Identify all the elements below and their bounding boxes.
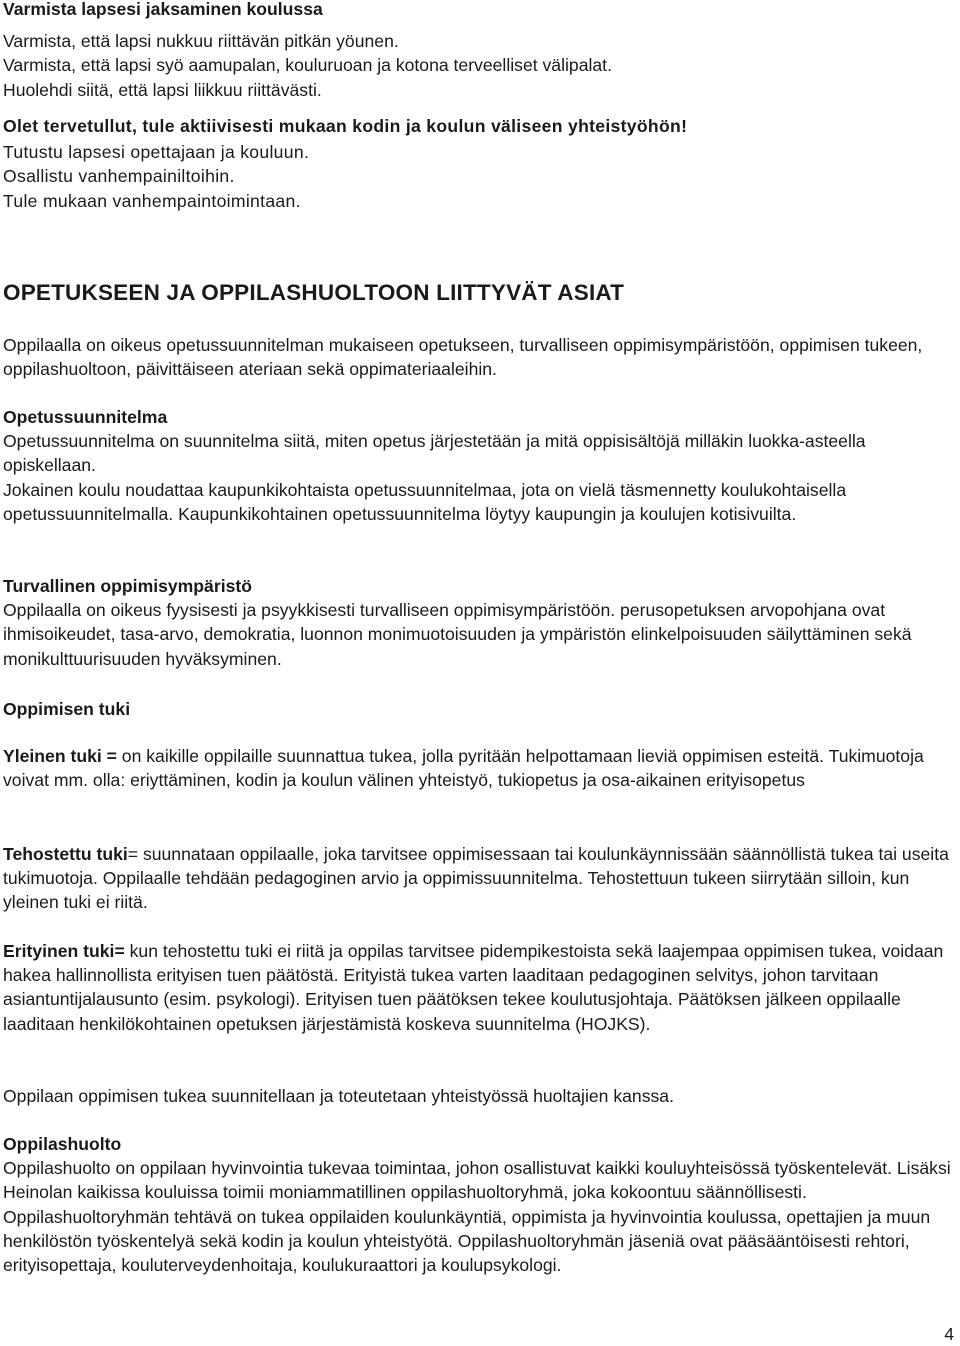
general-support-text: on kaikille oppilaille suunnattua tukea, jolla pyritään helpottamaan lieviä oppimisen esteitä. Tukimuotoja voivat mm. olla: eriyttäminen, kodin ja koulun välinen yhteistyö, tukiopetus ja osa-aikainen erityisopetus [3, 746, 924, 791]
section-title: OPETUKSEEN JA OPPILASHUOLTOON LIITTYVÄT ASIAT [3, 280, 625, 305]
general-support-term: Yleinen tuki = [3, 746, 117, 766]
intro-section [3, 0, 955, 102]
intro-line: Huolehdi siitä, että lapsi liikkuu riittävästi. [3, 79, 322, 100]
safe-environment-section [3, 574, 955, 671]
support-closing-paragraph: Oppilaan oppimisen tukea suunnitellaan ja toteutetaan yhteistyössä huoltajien kanssa. [3, 1086, 674, 1106]
curriculum-paragraph: Jokainen koulu noudattaa kaupunkikohtaista opetussuunnitelmaa, jota on vielä täsmennetty koulukohtaisella opetussuunnitelmalla. Kaupunkikohtainen opetussuunnitelma löytyy kaupungin ja koulujen kotisivuilta. [3, 479, 847, 524]
safe-environment-heading: Turvallinen oppimisympäristö [3, 576, 252, 596]
page-number: 4 [944, 1324, 954, 1344]
cooperation-line: Tutustu lapsesi opettajaan ja kouluun. [3, 142, 310, 163]
general-support-paragraph [3, 744, 955, 792]
intensified-support-term: Tehostettu tuki [3, 844, 128, 864]
cooperation-section [3, 114, 955, 213]
welfare-section [3, 1132, 955, 1277]
special-support-term: Erityinen tuki= [3, 941, 125, 961]
special-support-text: kun tehostettu tuki ei riitä ja oppilas tarvitsee pidempikestoista sekä laajempaa oppimisen tukea, voidaan hakea hallinnollista erityisen tuen päätöstä. Erityistä tukea varten laaditaan pedagoginen selvitys, johon tarvitaan asiantuntijalausunto (esim. psykologi). Erityisen tuen päätöksen tekee koulutusjohtaja. Päätöksen jälkeen oppilaalle laaditaan henkilökohtainen opetuksen järjestämistä koskeva suunnitelma (HOJKS). [3, 941, 944, 1034]
intro-line: Varmista, että lapsi nukkuu riittävän pitkän yöunen. [3, 31, 399, 52]
intro-line: Varmista, että lapsi syö aamupalan, kouluruoan ja kotona terveelliset välipalat. [3, 55, 612, 76]
curriculum-section [3, 405, 955, 526]
intro-heading: Varmista lapsesi jaksaminen koulussa [3, 0, 323, 19]
special-support-paragraph [3, 939, 955, 1036]
cooperation-line: Tule mukaan vanhempaintoimintaan. [3, 190, 301, 211]
curriculum-heading: Opetussuunnitelma [3, 407, 168, 427]
support-heading: Oppimisen tuki [3, 699, 131, 719]
intensified-support-text: = suunnataan oppilaalle, joka tarvitsee oppimisessaan tai koulunkäynnissään säännöllistä tukea tai useita tukimuotoja. Oppilaalle tehdään pedagoginen arvio ja oppimissuunnitelma. Tehostettuun tukeen siirrytään silloin, kun yleinen tuki ei riitä. [3, 844, 949, 913]
welfare-heading: Oppilashuolto [3, 1134, 122, 1154]
safe-environment-paragraph: Oppilaalla on oikeus fyysisesti ja psyykkisesti turvalliseen oppimisympäristöön. perusopetuksen arvopohjana ovat ihmisoikeudet, tasa-arvo, demokratia, luonnon monimuotoisuuden ja ympäristön elinkelpoisuuden säilyttäminen sekä monikulttuurisuuden hyväksyminen. [3, 600, 912, 669]
welfare-paragraph: Oppilashuolto on oppilaan hyvinvointia tukevaa toimintaa, johon osallistuvat kaikki kouluyhteisössä työskentelevät. Lisäksi Heinolan kaikissa kouluissa toimii moniammatillinen oppilashuoltoryhmä, joka kokoontuu säännöllisesti. Oppilashuoltoryhmän tehtävä on tukea oppilaiden koulunkäyntiä, oppimista ja hyvinvointia koulussa, opettajien ja muun henkilöstön työskentelyä sekä kodin ja koulun yhteistyötä. Oppilashuoltoryhmän jäseniä ovat pääsääntöisesti rehtori, erityisopettaja, kouluterveydenhoitaja, koulukuraattori ja koulupsykologi. [3, 1158, 951, 1276]
cooperation-heading: Olet tervetullut, tule aktiivisesti mukaan kodin ja koulun väliseen yhteistyöhön! [3, 116, 688, 136]
curriculum-paragraph: Opetussuunnitelma on suunnitelma siitä, miten opetus järjestetään ja mitä oppisisältöjä milläkin luokka-asteella opiskellaan. [3, 431, 866, 476]
cooperation-line: Osallistu vanhempainiltoihin. [3, 166, 235, 187]
rights-paragraph: Oppilaalla on oikeus opetussuunnitelman mukaiseen opetukseen, turvalliseen oppimisympäristöön, oppimisen tukeen, oppilashuoltoon, päivittäiseen ateriaan sekä oppimateriaaleihin. [3, 335, 923, 380]
intensified-support-paragraph [3, 842, 955, 915]
